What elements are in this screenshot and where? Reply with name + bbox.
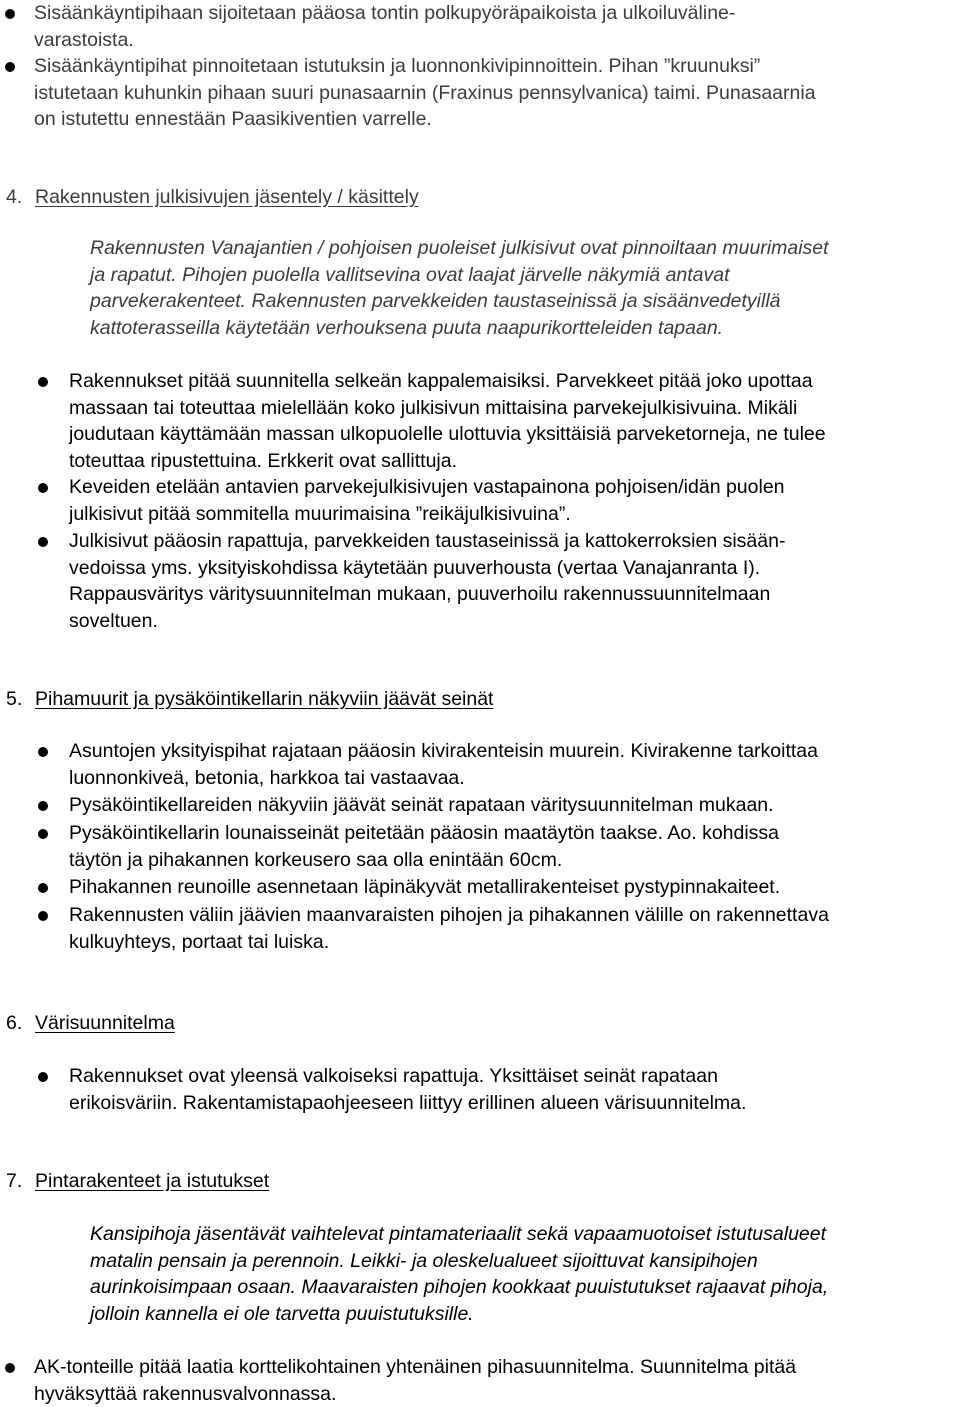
bullet-icon — [5, 9, 15, 19]
text-line: Pysäköintikellareiden näkyviin jäävät seinät rapataan väritysuunnitelman mukaan. — [69, 794, 774, 816]
text-line: kulkuyhteys, portaat tai luiska. — [69, 930, 330, 953]
text-line: julkisivut pitää sommitella muurimaisina ”reikäjulkisivuina”. — [69, 502, 571, 525]
text-line: Rakennukset ovat yleensä valkoiseksi rapattuja. Yksittäiset seinät rapataan — [69, 1065, 718, 1087]
paragraph — [90, 1221, 828, 1327]
text-line: Asuntojen yksityispihat rajataan pääosin kivirakenteisin muurein. Kivirakenne tarkoittaa — [69, 740, 818, 762]
text-line: toteuttaa ripustettuina. Erkkerit ovat sallittuja. — [69, 449, 458, 472]
text-line: Rakennusten Vanajantien / pohjoisen puoleiset julkisivut ovat pinnoiltaan muurimaiset — [90, 237, 829, 259]
bullet-icon — [38, 747, 48, 757]
text-line: istutetaan kuhunkin pihaan suuri punasaarnin (Fraxinus pennsylvanica) taimi. Punasaarnia — [34, 81, 816, 104]
text-line: ja rapatut. Pihojen puolella vallitsevina ovat laajat järvelle näkymiä antavat — [90, 263, 730, 286]
text-line: Keveiden etelään antavien parvekejulkisivujen vastapainona pohjoisen/idän puolen — [69, 476, 785, 498]
text-line: jolloin kannella ei ole tarvetta puuistutuksille. — [90, 1302, 474, 1325]
section-number: 7. — [6, 1170, 23, 1192]
text-line: varastoista. — [34, 28, 134, 51]
list-item — [69, 1063, 746, 1116]
list-item — [69, 738, 818, 791]
section-number: 5. — [6, 688, 23, 710]
list-item — [34, 53, 816, 133]
text-line: kattoterasseilla käytetään verhouksena puuta naapurikortteleiden tapaan. — [90, 316, 724, 339]
text-line: Rakennusten väliin jäävien maanvaraisten pihojen ja pihakannen välille on rakennettava — [69, 904, 829, 926]
section-heading — [6, 686, 493, 713]
section-title: Rakennusten julkisivujen jäsentely / käsittely — [35, 186, 419, 208]
text-line: Rakennukset pitää suunnitella selkeän kappalemaisiksi. Parvekkeet pitää joko upottaa — [69, 370, 813, 392]
text-line: Rappausväritys väritysuunnitelman mukaan, puuverhoilu rakennussuunnitelmaan — [69, 583, 771, 605]
text-line: Sisäänkäyntipihat pinnoitetaan istutuksin ja luonnonkivipinnoittein. Pihan ”kruunuksi” — [34, 55, 761, 77]
bullet-icon — [38, 911, 48, 921]
text-line: Kansipihoja jäsentävät vaihtelevat pintamateriaalit sekä vapaamuotoiset istutusalueet — [90, 1223, 827, 1245]
bullet-icon — [38, 1072, 48, 1082]
list-item — [34, 0, 735, 53]
text-line: vedoissa yms. yksityiskohdissa käytetään puuverhousta (vertaa Vanajanranta I). — [69, 556, 761, 579]
text-line: aurinkoisimpaan osaan. Maavaraisten pihojen kookkaat puuistutukset rajaavat pihoja, — [90, 1276, 829, 1298]
list-item — [34, 1354, 796, 1407]
text-line: Pysäköintikellarin lounaisseinät peitetään pääosin maatäytön taakse. Ao. kohdissa — [69, 822, 780, 844]
section-title: Värisuunnitelma — [35, 1012, 175, 1034]
text-line: AK-tonteille pitää laatia korttelikohtainen yhtenäinen pihasuunnitelma. Suunnitelma pitää — [34, 1356, 797, 1378]
text-line: Pihakannen reunoille asennetaan läpinäkyvät metallirakenteiset pystypinnakaiteet. — [69, 876, 781, 898]
text-line: parvekerakenteet. Rakennusten parvekkeiden taustaseinissä ja sisäänvedetyillä — [90, 290, 781, 312]
text-line: erikoisväriin. Rakentamistapaohjeeseen liittyy erillinen alueen värisuunnitelma. — [69, 1091, 747, 1114]
text-line: täytön ja pihakannen korkeusero saa olla enintään 60cm. — [69, 848, 563, 871]
text-line: matalin pensain ja perennoin. Leikki- ja oleskelualueet sijoittuvat kansipihojen — [90, 1249, 758, 1272]
bullet-icon — [38, 801, 48, 811]
list-item — [69, 792, 774, 819]
bullet-icon — [38, 883, 48, 893]
text-line: on istutettu ennestään Paasikiventien varrelle. — [34, 108, 432, 130]
text-line: soveltuen. — [69, 609, 158, 632]
list-item — [69, 528, 785, 634]
text-line: Julkisivut pääosin rapattuja, parvekkeiden taustaseinissä ja kattokerroksien sisään- — [69, 530, 786, 552]
section-heading — [6, 1010, 175, 1037]
bullet-icon — [38, 537, 48, 547]
section-title: Pintarakenteet ja istutukset — [35, 1170, 270, 1192]
bullet-icon — [38, 377, 48, 387]
text-line: hyväksyttää rakennusvalvonnassa. — [34, 1382, 337, 1405]
text-line: luonnonkiveä, betonia, harkkoa tai vastaavaa. — [69, 766, 465, 789]
paragraph — [90, 235, 829, 341]
bullet-icon — [5, 62, 15, 72]
list-item — [69, 874, 780, 901]
text-line: Sisäänkäyntipihaan sijoitetaan pääosa tontin polkupyöräpaikoista ja ulkoiluväline- — [34, 2, 736, 24]
section-title: Pihamuurit ja pysäköintikellarin näkyviin jäävät seinät — [35, 688, 494, 710]
section-heading — [6, 184, 419, 211]
list-item — [69, 474, 785, 527]
text-line: joudutaan käyttämään massan ulkopuolelle ulottuvia yksittäisiä parveketorneja, ne tulee — [69, 423, 826, 445]
list-item — [69, 368, 826, 474]
bullet-icon — [5, 1363, 15, 1373]
bullet-icon — [38, 483, 48, 493]
text-line: massaan tai toteuttaa mielellään koko julkisivun mittaisina parvekejulkisivuina. Mikäli — [69, 396, 798, 419]
section-number: 4. — [6, 186, 23, 208]
bullet-icon — [38, 829, 48, 839]
section-heading — [6, 1168, 269, 1195]
section-number: 6. — [6, 1012, 23, 1034]
list-item — [69, 902, 829, 955]
list-item — [69, 820, 779, 873]
